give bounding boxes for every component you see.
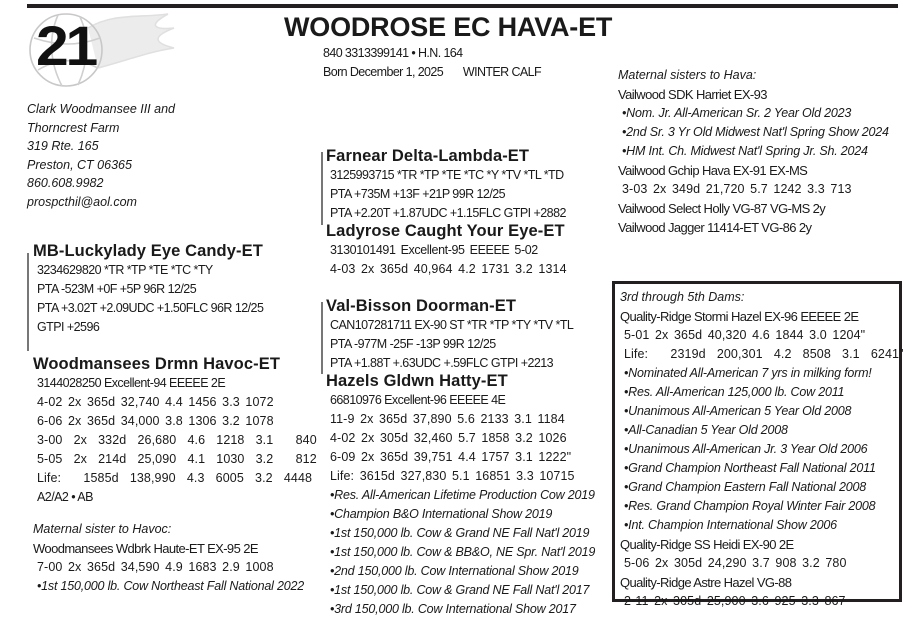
dam-name: Ladyrose Caught Your Eye-ET: [326, 222, 565, 240]
hava-sisters-block: [618, 66, 889, 237]
sister-name: Vailwood Jagger 11414-ET VG-86 2y: [618, 220, 812, 235]
animal-name-title: WOODROSE EC HAVA-ET: [284, 12, 613, 42]
owner-line: Clark Woodmansee III and: [27, 102, 175, 116]
pedigree-bracket: [321, 152, 323, 225]
paternal-grandsire-line: GTPI +2596: [37, 320, 100, 334]
paternal-granddam-id: 3144028250 Excellent-94 EEEEE 2E: [37, 376, 226, 390]
registration-line: 840 3313399141 • H.N. 164: [323, 46, 463, 60]
production-record: 4-02 2x 305d 32,460 5.7 1858 3.2 1026: [330, 431, 567, 445]
owner-address: 319 Rte. 165: [27, 139, 99, 153]
award-line: •Res. Grand Champion Royal Winter Fair 2008: [624, 499, 876, 513]
havoc-sister-name: Woodmansees Wdbrk Haute-ET EX-95 2E: [33, 541, 258, 556]
maternal-grandsire-name: Val-Bisson Doorman-ET: [326, 297, 517, 315]
owner-phone: 860.608.9982: [27, 176, 104, 190]
award-line: •3rd 150,000 lb. Cow International Show 2017: [330, 602, 576, 616]
third-dam-name: Quality-Ridge Stormi Hazel EX-96 EEEEE 2E: [620, 309, 859, 324]
production-record: 3-00 2x 332d 26,680 4.6 1218 3.1 840: [37, 433, 317, 447]
fifth-dam-record: 2-11 2x 305d 25,900 3.6 925 3.3 867: [624, 594, 846, 608]
sire-line: PTA +2.20T +1.87UDC +1.15FLC GTPI +2882: [330, 206, 566, 220]
birth-date: Born December 1, 2025: [323, 65, 444, 79]
paternal-grandsire-line: PTA +3.02T +2.09UDC +1.50FLC 96R 12/25: [37, 301, 264, 315]
sire-line: 3125993715 *TR *TP *TE *TC *Y *TV *TL *TD: [330, 168, 564, 182]
havoc-sister-award: •1st 150,000 lb. Cow Northeast Fall National 2022: [37, 579, 304, 593]
award-line: •1st 150,000 lb. Cow & Grand NE Fall Nat'l 2017: [330, 583, 590, 597]
paternal-granddam-name: Woodmansees Drmn Havoc-ET: [33, 355, 281, 373]
fourth-dam-record: 5-06 2x 305d 24,290 3.7 908 3.2 780: [624, 556, 847, 570]
owner-email[interactable]: prospcthil@aol.com: [27, 194, 137, 209]
production-record: 6-06 2x 365d 34,000 3.8 1306 3.2 1078: [37, 414, 274, 428]
paternal-grandsire-line: PTA -523M +0F +5P 96R 12/25: [37, 282, 197, 296]
sister-name: Vailwood Select Holly VG-87 VG-MS 2y: [618, 201, 826, 216]
paternal-granddam-block: [33, 354, 317, 507]
production-record: 11-9 2x 365d 37,890 5.6 2133 3.1 1184: [330, 412, 565, 426]
havoc-sister-block: [33, 520, 304, 596]
sire-block: [326, 146, 567, 279]
dams-label: 3rd through 5th Dams:: [620, 290, 745, 304]
lifetime-record: Life: 2319d 200,301 4.2 8508 3.1 6241": [624, 347, 904, 361]
show-class: WINTER CALF: [462, 65, 541, 79]
maternal-grandsire-line: CAN107281711 EX-90 ST *TR *TP *TY *TV *TL: [330, 318, 574, 332]
award-line: •Int. Champion International Show 2006: [624, 518, 837, 532]
award-line: •Champion B&O International Show 2019: [330, 507, 553, 521]
havoc-sister-label: Maternal sister to Havoc:: [33, 522, 172, 536]
pedigree-bracket: [321, 302, 323, 374]
production-record: 5-01 2x 365d 40,320 4.6 1844 3.0 1204": [624, 328, 866, 342]
sire-name: Farnear Delta-Lambda-ET: [326, 147, 530, 165]
award-line: •Grand Champion Eastern Fall National 2008: [624, 480, 866, 494]
award-line: •1st 150,000 lb. Cow & Grand NE Fall Nat'l 2019: [330, 526, 590, 540]
award-line: •Grand Champion Northeast Fall National 2011: [624, 461, 876, 475]
birth-line: [323, 64, 541, 80]
maternal-grandsire-block: [326, 296, 595, 619]
award-line: •Unanimous All-American 5 Year Old 2008: [624, 404, 852, 418]
sister-record: 3-03 2x 349d 21,720 5.7 1242 3.3 713: [622, 182, 852, 196]
award-line: •1st 150,000 lb. Cow & BB&O, NE Spr. Nat'l 2019: [330, 545, 596, 559]
award-line: •Nominated All-American 7 yrs in milking form!: [624, 366, 872, 380]
award-line: •Res. All-American Lifetime Production Cow 2019: [330, 488, 595, 502]
sister-award: •2nd Sr. 3 Yr Old Midwest Nat'l Spring Show 2024: [622, 125, 889, 139]
fourth-dam-name: Quality-Ridge SS Heidi EX-90 2E: [620, 537, 794, 552]
paternal-grandsire-block: [33, 241, 263, 337]
pedigree-bracket: [27, 253, 29, 351]
award-line: •2nd 150,000 lb. Cow International Show 2019: [330, 564, 579, 578]
owner-city: Preston, CT 06365: [27, 157, 132, 172]
havoc-sister-record: 7-00 2x 365d 34,590 4.9 1683 2.9 1008: [37, 560, 274, 574]
sire-line: PTA +735M +13F +21P 99R 12/25: [330, 187, 506, 201]
sister-name: Vailwood SDK Harriet EX-93: [618, 87, 767, 102]
maternal-granddam-name: Hazels Gldwn Hatty-ET: [326, 372, 508, 390]
owner-line: Thorncrest Farm: [27, 120, 120, 135]
maternal-granddam-id: 66810976 Excellent-96 EEEEE 4E: [330, 393, 506, 407]
hava-sisters-label: Maternal sisters to Hava:: [618, 68, 757, 82]
maternal-grandsire-line: PTA +1.88T +.63UDC +.59FLC GTPI +2213: [330, 356, 554, 370]
paternal-grandsire-line: 3234629820 *TR *TP *TE *TC *TY: [37, 263, 213, 277]
maternal-grandsire-line: PTA -977M -25F -13P 99R 12/25: [330, 337, 496, 351]
production-record: 4-02 2x 365d 32,740 4.4 1456 3.3 1072: [37, 395, 274, 409]
dams-3-to-5-content: [620, 288, 904, 611]
dam-record: 4-03 2x 365d 40,964 4.2 1731 3.2 1314: [330, 262, 567, 276]
fifth-dam-name: Quality-Ridge Astre Hazel VG-88: [620, 575, 792, 590]
genetics-line: A2/A2 • AB: [37, 490, 93, 504]
owner-info: [27, 100, 175, 211]
lifetime-record: Life: 3615d 327,830 5.1 16851 3.3 10715: [330, 469, 575, 483]
sister-award: •Nom. Jr. All-American Sr. 2 Year Old 2023: [622, 106, 852, 120]
award-line: •Res. All-American 125,000 lb. Cow 2011: [624, 385, 845, 399]
lot-number: 21: [36, 14, 96, 77]
paternal-grandsire-name: MB-Luckylady Eye Candy-ET: [33, 242, 263, 260]
lifetime-record: Life: 1585d 138,990 4.3 6005 3.2 4448: [37, 471, 313, 485]
sister-award: •HM Int. Ch. Midwest Nat'l Spring Jr. Sh. 2024: [622, 144, 868, 158]
dam-line: 3130101491 Excellent-95 EEEEE 5-02: [330, 243, 538, 257]
award-line: •All-Canadian 5 Year Old 2008: [624, 423, 788, 437]
production-record: 5-05 2x 214d 25,090 4.1 1030 3.2 812: [37, 452, 317, 466]
award-line: •Unanimous All-American Jr. 3 Year Old 2006: [624, 442, 868, 456]
sister-name: Vailwood Gchip Hava EX-91 EX-MS: [618, 163, 808, 178]
production-record: 6-09 2x 365d 39,751 4.4 1757 3.1 1222": [330, 450, 572, 464]
